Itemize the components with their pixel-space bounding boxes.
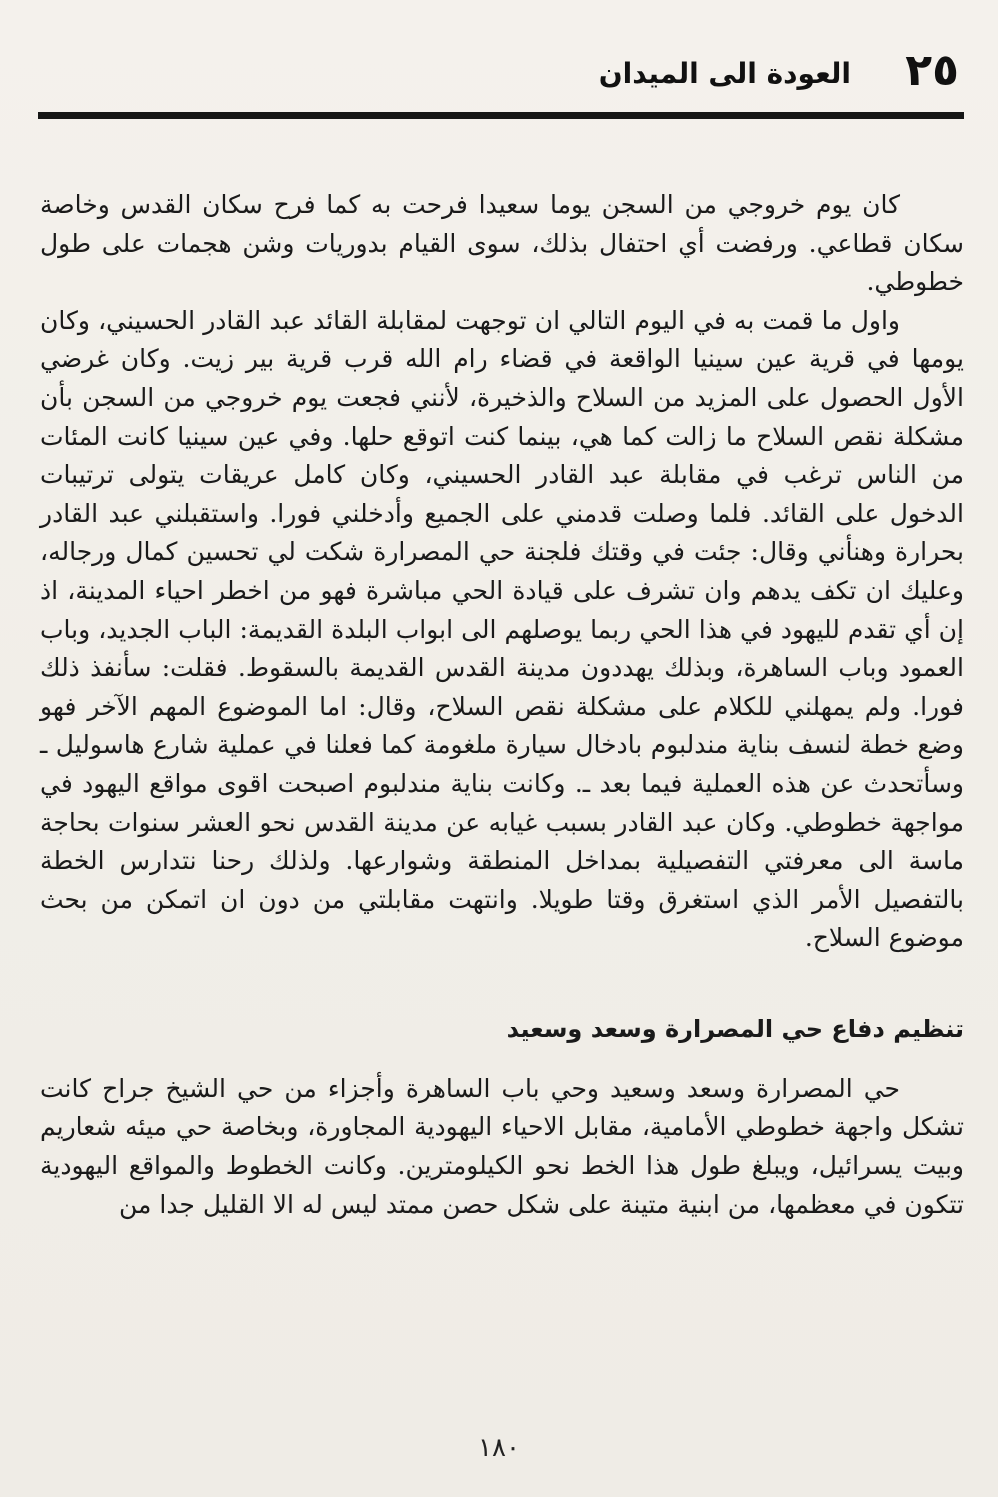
section-paragraph: حي المصرارة وسعد وسعيد وحي باب الساهرة وأجزاء من حي الشيخ جراح كانت تشكل واجهة خطوطي الأمامية، مقابل الاحياء اليهودية المجاورة، وبخاصة حي ميئه شعاريم وبيت يسرائيل، ويبلغ طول هذا الخط نحو الكيلومترين. وكانت الخطوط والمواقع اليهودية تتكون في معظمها، من ابنية متينة على شكل حصن ممتد ليس له الا القليل جدا من	[40, 1073, 964, 1219]
chapter-number: ٢٥	[905, 45, 959, 96]
paragraph-1: كان يوم خروجي من السجن يوما سعيدا فرحت به كما فرح سكان القدس وخاصة سكان قطاعي. ورفضت أي احتفال بذلك، سوى القيام بدوريات وشن هجمات على طول خطوطي.	[40, 190, 964, 297]
section-heading: تنظيم دفاع حي المصرارة وسعد وسعيد	[506, 1014, 964, 1043]
chapter-title: العودة الى الميدان	[598, 57, 851, 90]
page-header	[38, 45, 963, 102]
header-divider	[38, 112, 964, 119]
paragraph-2: واول ما قمت به في اليوم التالي ان توجهت لمقابلة القائد عبد القادر الحسيني، وكان يومها في قرية عين سينيا الواقعة في قضاء رام الله قرب قرية بير زيت. وكان غرضي الأول الحصول على المزيد من السلاح والذخيرة، لأنني فجعت يوم خروجي من السجن بأن مشكلة نقص السلاح ما زالت كما هي، بينما كنت اتوقع حلها. وفي عين سينيا كانت المئات من الناس ترغب في مقابلة عبد القادر الحسيني، وكان كامل عريقات يتولى ترتيبات الدخول على القائد. فلما وصلت قدمني على الجميع وأدخلني فورا. واستقبلني عبد القادر بحرارة وهنأني وقال: جئت في وقتك فلجنة حي المصرارة شكت لي تحسين كمال ورجاله، وعليك ان تكف يدهم وان تشرف على قيادة الحي مباشرة فهو من اخطر احياء المدينة، اذ إن أي تقدم لليهود في هذا الحي ربما يوصلهم الى ابواب البلدة القديمة: الباب الجديد، وباب العمود وباب الساهرة، وبذلك يهددون مدينة القدس القديمة بالسقوط. فقلت: سأنفذ ذلك فورا. ولم يمهلني للكلام على مشكلة نقص السلاح، وقال: اما الموضوع المهم الآخر فهو وضع خطة لنسف بناية مندلبوم بادخال سيارة ملغومة كما فعلنا في عملية شارع هاسوليل ـ وسأتحدث عن هذه العملية فيما بعد ـ. وكانت بناية مندلبوم اصبحت اقوى مواقع اليهود في مواجهة خطوطي. وكان عبد القادر بسبب غيابه عن مدينة القدس نحو العشر سنوات بحاجة ماسة الى معرفتي التفصيلية بمداخل المنطقة وشوارعها. ولذلك رحنا نتدارس الخطة بالتفصيل الأمر الذي استغرق وقتا طويلا. وانتهت مقابلتي من دون ان اتمكن من بحث موضوع السلاح.	[40, 305, 964, 953]
page-body	[40, 186, 964, 1224]
page-number: ١٨٠	[478, 1433, 520, 1463]
